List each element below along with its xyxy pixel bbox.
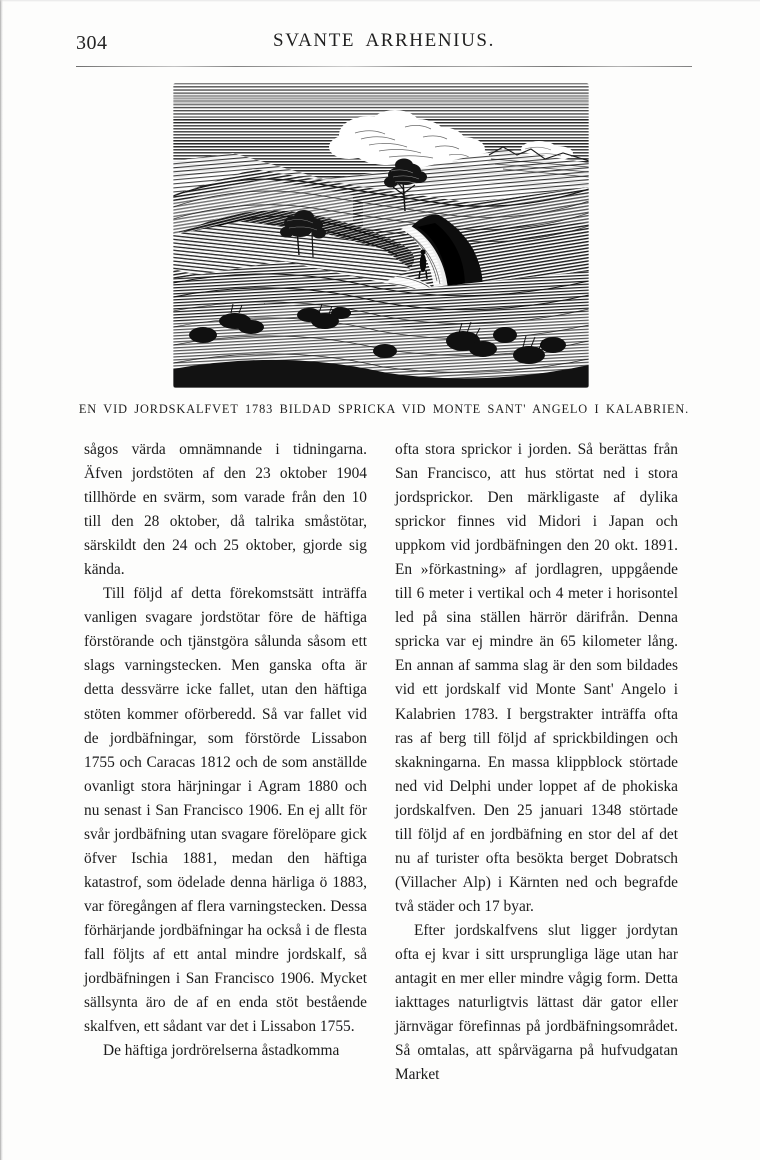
engraving-svg	[173, 83, 589, 388]
running-title: SVANTE ARRHENIUS.	[273, 30, 495, 51]
page-header	[76, 30, 692, 60]
scan-edge-left	[0, 0, 3, 1160]
scan-edge-top	[0, 0, 760, 2]
column-left	[84, 438, 367, 1068]
figure-illustration	[173, 83, 589, 388]
paragraph: De häftiga jordrörelserna åstadkomma	[103, 1042, 340, 1060]
body-columns	[84, 438, 678, 1084]
paragraph: Till följd af detta förekomstsätt inträffa vanligen svagare jordstötar före de häftiga förstörande och tjänstgöra sålunda såsom ett slags varningstecken. Men ganska ofta är detta dessvärre icke fallet, utan den häftiga stöten kommer oförberedd. Så var fallet vid de jordbäfningar, som förstörde Lissabon 1755 och Caracas 1812 och de som anställde ovanligt stora härjningar i Agram 1880 och nu senast i San Francisco 1906. En ej allt för svår jordbäfning utan svagare förelöpare gick öfver Ischia 1881, medan den häftiga katastrof, som ödelade denna härliga ö 1883, var föregången af flera varningstecken. Dessa förhärjande jordbäfningar ha också i de flesta fall följts af ett antal mindre jordskalf, så jordbäfningen i San Francisco 1906. Mycket sällsynta äro de af en enda stöt bestående skalfven, ett sådant var det i Lissabon 1755.	[84, 585, 367, 1036]
paragraph: sågos värda omnämnande i tidningarna. Äfven jordstöten af den 23 oktober 1904 tillhörde en svärm, som varade från den 10 till den 28 oktober, då talrika småstötar, särskildt den 24 och 25 oktober, gjorde sig kända.	[84, 441, 367, 579]
paragraph: Efter jordskalfvens slut ligger jordytan ofta ej kvar i sitt ursprungliga läge utan har antagit en mer eller mindre vågig form. Detta iakttages naturligtvis lättast där gator eller järnvägar förefinnas på jordbäfningsområdet. Så omtalas, att spårvägarna på hufvudgatan Market	[395, 921, 678, 1084]
header-rule	[76, 66, 692, 67]
page-number: 304	[76, 32, 108, 54]
paragraph: ofta stora sprickor i jorden. Så berättas från San Francisco, att hus störtat ned i stora jordsprickor. Den märkligaste af dylika sprickor finnes vid Midori i Japan och uppkom vid jordbäfningen den 20 okt. 1891. En »förkastning» af jordlagren, uppgående till 6 meter i vertikal och 4 meter i horisontel led på sina ställen härrör därifrån. Denna spricka var ej mindre än 65 kilometer lång. En annan af samma slag är den som bildades vid ett jordskalf vid Monte Sant' Angelo i Kalabrien 1783. I bergstrakter inträffa ofta ras af berg till följd af sprickbildingen och skakningarna. En massa klippblock störtade ned vid Delphi under loppet af de phokiska jordskalfven. Den 25 januari 1348 störtade till följd af en jordbäfning en stor del af det nu af turister ofta besökta berget Dobratsch (Villacher Alp) i Kärnten ned och begrafde två städer och 17 byar.	[395, 441, 678, 915]
column-right	[395, 438, 678, 1084]
figure-caption: EN VID JORDSKALFVET 1783 BILDAD SPRICKA VID MONTE SANT' ANGELO I KALABRIEN.	[78, 402, 690, 416]
